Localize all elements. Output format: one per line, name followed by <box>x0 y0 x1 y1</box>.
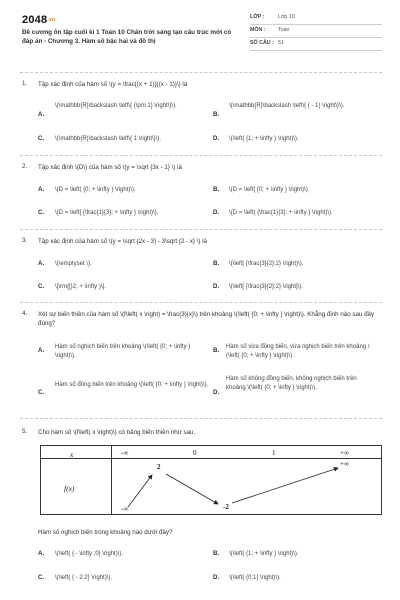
document-title: Đề cương ôn tập cuối kì 1 Toán 10 Chân trời sáng tạo cấu trúc mới có đáp án - Chương 3. Hàm số bậc hai và đồ thị <box>22 29 232 45</box>
option-text[interactable]: \(\left( {1; + \infty } \right)\). <box>229 551 299 557</box>
meta-value: Toán <box>278 27 290 33</box>
question-number: 3. <box>22 237 28 244</box>
option-text[interactable]: \(D = \left[ {\frac{1}{3}; + \infty } \right)\). <box>55 210 159 216</box>
meta-value: 51 <box>278 40 284 46</box>
option-letter[interactable]: D. <box>213 135 220 142</box>
meta-value: Lớp 10 <box>278 14 295 20</box>
option-letter[interactable]: B. <box>213 260 220 267</box>
question-number: 2. <box>22 163 28 170</box>
option-text[interactable]: \(\mathbb{R}\backslash \left\{ 1 \right\}\). <box>55 136 162 142</box>
option-letter[interactable]: A. <box>38 111 45 118</box>
increasing-arrow <box>232 468 338 503</box>
option-text[interactable]: Hàm số vừa đồng biến, vừa nghịch biến trên khoảng \(\left( {0; + \infty } \right)\). <box>226 344 370 359</box>
option-text[interactable]: \(\left( {0;1} \right)\). <box>229 575 281 581</box>
option-letter[interactable]: C. <box>38 209 45 216</box>
question-prompt: Hàm số nghịch biến trong khoảng nào dưới đây? <box>38 529 173 536</box>
option-text[interactable]: \(\left[ {\frac{3}{2};2} \right]\). <box>229 284 304 290</box>
question-number: 5. <box>22 428 28 435</box>
option-letter[interactable]: B. <box>213 347 220 354</box>
option-text[interactable]: \(D = \left( {0; + \infty } \right)\). <box>55 187 136 193</box>
question-text: Tập xác định của hàm số \(y = \sqrt {2x - 3} - 3\sqrt {2 - x} \) là <box>38 238 208 245</box>
option-letter[interactable]: B. <box>213 550 220 557</box>
option-text[interactable]: \(\left[ {\frac{3}{2};2} \right)\). <box>229 261 304 267</box>
option-text[interactable]: \(\left( {1; + \infty } \right)\). <box>229 136 299 142</box>
option-letter[interactable]: C. <box>38 135 45 142</box>
variation-x-label: x <box>70 450 74 459</box>
decreasing-arrow <box>166 474 218 504</box>
x-value: -∞ <box>121 449 129 457</box>
logo-suffix: .vn <box>47 17 56 24</box>
fx-value: +∞ <box>340 460 349 468</box>
option-letter[interactable]: A. <box>38 186 45 193</box>
question-number: 4. <box>22 310 28 317</box>
option-text[interactable]: Hàm số đồng biến trên khoảng \(\left( {0; + \infty } \right)\). <box>55 382 209 388</box>
option-letter[interactable]: D. <box>213 283 220 290</box>
option-letter[interactable]: A. <box>38 347 45 354</box>
question-text: Cho hàm số \(f\left( x \right)\) có bảng biến thiên như sau. <box>38 429 196 436</box>
option-letter[interactable]: D. <box>213 574 220 581</box>
option-text[interactable]: \(\left( { - \infty ;0} \right)\). <box>55 551 124 557</box>
option-letter[interactable]: C. <box>38 283 45 290</box>
option-text[interactable]: \(\mathbb{R}\backslash \left\{ { - 1} \right\}\). <box>229 103 345 109</box>
option-letter[interactable]: D. <box>213 389 220 396</box>
question-text: Tập xác định của hàm số \(y = \frac{(x + 1)}{(x - 1)}\) là <box>38 81 188 88</box>
option-text[interactable]: \(\left( { - 2;2} \right)\). <box>55 575 113 581</box>
meta-key: LỚP : <box>250 14 265 20</box>
option-text[interactable]: \(D = \left[ {0; + \infty } \right)\). <box>229 187 310 193</box>
variation-fx-label: f(x) <box>64 484 75 493</box>
fx-value: -∞ <box>121 505 129 513</box>
option-letter[interactable]: C. <box>38 389 45 396</box>
x-value: 1 <box>272 449 276 457</box>
question-number: 1. <box>22 80 28 87</box>
option-letter[interactable]: A. <box>38 550 45 557</box>
question-text: Xét sự biến thiên của hàm số \(f\left( x \right) = \frac{3}{x}\) trên khoảng \(\left( {0; + \infty } \right)\). Khẳng định nào sau đây đúng? <box>38 311 375 327</box>
logo-text: 2048 <box>22 14 48 26</box>
option-letter[interactable]: D. <box>213 209 220 216</box>
increasing-arrow <box>128 475 152 507</box>
option-text[interactable]: \[\rm{[}2; + \infty )\]. <box>55 284 106 290</box>
option-text[interactable]: Hàm số không đồng biến, không nghịch biến trên khoảng \(\left( {0; + \infty } \right)\). <box>226 376 357 391</box>
option-letter[interactable]: C. <box>38 574 45 581</box>
option-text[interactable]: \(\emptyset \). <box>55 261 92 267</box>
option-letter[interactable]: A. <box>38 260 45 267</box>
x-value: 0 <box>193 449 197 457</box>
question-text: Tập xác định \(D\) của hàm số \(y = \sqrt {3x - 1} \) là <box>38 164 182 171</box>
x-value: +∞ <box>340 449 349 457</box>
option-text[interactable]: \(D = \left( {\frac{1}{3}; + \infty } \right)\). <box>229 210 333 216</box>
option-text[interactable]: Hàm số nghịch biến trên khoảng \(\left( {0; + \infty } \right)\). <box>55 344 191 359</box>
fx-value: -2 <box>223 503 229 511</box>
option-letter[interactable]: B. <box>213 186 220 193</box>
fx-value: 2 <box>157 463 161 471</box>
option-text[interactable]: \(\mathbb{R}\backslash \left\{ {\pm 1} \right\}\). <box>55 103 177 109</box>
meta-key: SỐ CÂU : <box>250 40 274 46</box>
meta-key: MÔN : <box>250 27 266 33</box>
option-letter[interactable]: B. <box>213 111 220 118</box>
